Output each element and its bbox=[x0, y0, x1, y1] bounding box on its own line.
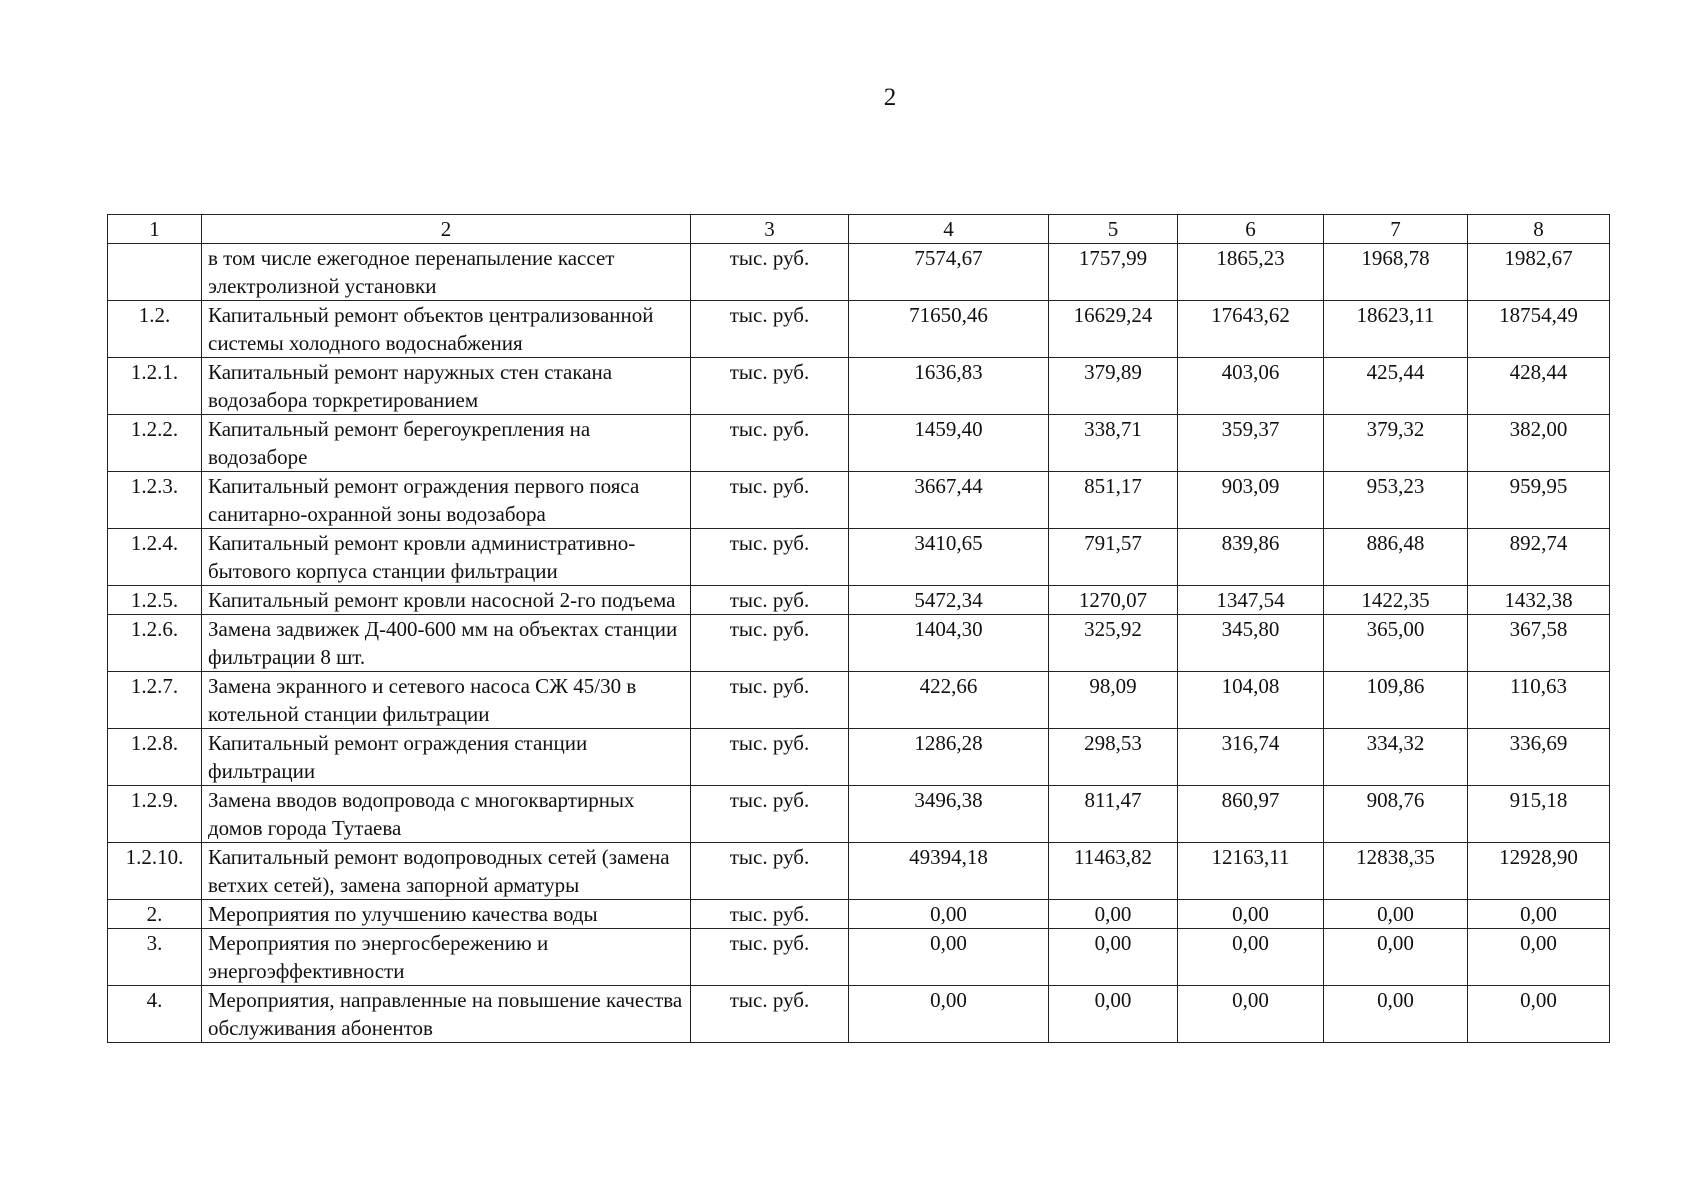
value-cell: 892,74 bbox=[1468, 529, 1610, 586]
measure-name-cell: Капитальный ремонт кровли насосной 2-го подъема bbox=[202, 586, 691, 615]
value-cell: 0,00 bbox=[1049, 900, 1178, 929]
value-cell: 0,00 bbox=[1324, 900, 1468, 929]
row-number-cell: 1.2.5. bbox=[108, 586, 202, 615]
value-cell: 791,57 bbox=[1049, 529, 1178, 586]
row-number-cell: 1.2. bbox=[108, 301, 202, 358]
value-cell: 1286,28 bbox=[849, 729, 1049, 786]
value-cell: 365,00 bbox=[1324, 615, 1468, 672]
row-number-cell: 3. bbox=[108, 929, 202, 986]
row-number-cell: 1.2.1. bbox=[108, 358, 202, 415]
value-cell: 0,00 bbox=[1468, 986, 1610, 1043]
value-cell: 886,48 bbox=[1324, 529, 1468, 586]
table-row bbox=[108, 672, 1610, 729]
value-cell: 345,80 bbox=[1178, 615, 1324, 672]
value-cell: 110,63 bbox=[1468, 672, 1610, 729]
value-cell: 839,86 bbox=[1178, 529, 1324, 586]
value-cell: 0,00 bbox=[1049, 929, 1178, 986]
value-cell: 109,86 bbox=[1324, 672, 1468, 729]
row-number-cell: 1.2.9. bbox=[108, 786, 202, 843]
unit-cell: тыс. руб. bbox=[691, 586, 849, 615]
value-cell: 104,08 bbox=[1178, 672, 1324, 729]
value-cell: 338,71 bbox=[1049, 415, 1178, 472]
table-row bbox=[108, 929, 1610, 986]
measure-name-cell: Капитальный ремонт водопроводных сетей (замена ветхих сетей), замена запорной арматуры bbox=[202, 843, 691, 900]
value-cell: 49394,18 bbox=[849, 843, 1049, 900]
value-cell: 1636,83 bbox=[849, 358, 1049, 415]
column-header: 1 bbox=[108, 215, 202, 244]
table-body bbox=[108, 244, 1610, 1043]
value-cell: 403,06 bbox=[1178, 358, 1324, 415]
value-cell: 1270,07 bbox=[1049, 586, 1178, 615]
measure-name-cell: Замена экранного и сетевого насоса СЖ 45/30 в котельной станции фильтрации bbox=[202, 672, 691, 729]
value-cell: 851,17 bbox=[1049, 472, 1178, 529]
table-row bbox=[108, 586, 1610, 615]
value-cell: 12838,35 bbox=[1324, 843, 1468, 900]
row-number-cell: 1.2.8. bbox=[108, 729, 202, 786]
row-number-cell: 1.2.3. bbox=[108, 472, 202, 529]
row-number-cell: 1.2.6. bbox=[108, 615, 202, 672]
row-number-cell: 1.2.4. bbox=[108, 529, 202, 586]
column-header: 2 bbox=[202, 215, 691, 244]
measure-name-cell: Замена вводов водопровода с многоквартирных домов города Тутаева bbox=[202, 786, 691, 843]
row-number-cell: 1.2.7. bbox=[108, 672, 202, 729]
value-cell: 0,00 bbox=[1178, 929, 1324, 986]
unit-cell: тыс. руб. bbox=[691, 615, 849, 672]
measure-name-cell: Мероприятия по улучшению качества воды bbox=[202, 900, 691, 929]
value-cell: 16629,24 bbox=[1049, 301, 1178, 358]
value-cell: 359,37 bbox=[1178, 415, 1324, 472]
value-cell: 0,00 bbox=[849, 986, 1049, 1043]
value-cell: 17643,62 bbox=[1178, 301, 1324, 358]
table-row bbox=[108, 615, 1610, 672]
value-cell: 316,74 bbox=[1178, 729, 1324, 786]
measure-name-cell: Капитальный ремонт кровли административно-бытового корпуса станции фильтрации bbox=[202, 529, 691, 586]
value-cell: 334,32 bbox=[1324, 729, 1468, 786]
column-header: 3 bbox=[691, 215, 849, 244]
row-number-cell bbox=[108, 244, 202, 301]
value-cell: 1968,78 bbox=[1324, 244, 1468, 301]
value-cell: 953,23 bbox=[1324, 472, 1468, 529]
value-cell: 11463,82 bbox=[1049, 843, 1178, 900]
value-cell: 422,66 bbox=[849, 672, 1049, 729]
measure-name-cell: Мероприятия, направленные на повышение качества обслуживания абонентов bbox=[202, 986, 691, 1043]
table-row bbox=[108, 843, 1610, 900]
measure-name-cell: в том числе ежегодное перенапыление кассет электролизной установки bbox=[202, 244, 691, 301]
value-cell: 1404,30 bbox=[849, 615, 1049, 672]
value-cell: 1422,35 bbox=[1324, 586, 1468, 615]
value-cell: 1432,38 bbox=[1468, 586, 1610, 615]
column-header: 6 bbox=[1178, 215, 1324, 244]
unit-cell: тыс. руб. bbox=[691, 986, 849, 1043]
table-row bbox=[108, 472, 1610, 529]
value-cell: 428,44 bbox=[1468, 358, 1610, 415]
value-cell: 1757,99 bbox=[1049, 244, 1178, 301]
value-cell: 1982,67 bbox=[1468, 244, 1610, 301]
unit-cell: тыс. руб. bbox=[691, 843, 849, 900]
measure-name-cell: Капитальный ремонт ограждения станции фильтрации bbox=[202, 729, 691, 786]
row-number-cell: 4. bbox=[108, 986, 202, 1043]
value-cell: 71650,46 bbox=[849, 301, 1049, 358]
value-cell: 0,00 bbox=[1049, 986, 1178, 1043]
value-cell: 98,09 bbox=[1049, 672, 1178, 729]
value-cell: 811,47 bbox=[1049, 786, 1178, 843]
measure-name-cell: Капитальный ремонт наружных стен стакана водозабора торкретированием bbox=[202, 358, 691, 415]
unit-cell: тыс. руб. bbox=[691, 729, 849, 786]
investment-table bbox=[107, 214, 1610, 1043]
value-cell: 7574,67 bbox=[849, 244, 1049, 301]
value-cell: 18623,11 bbox=[1324, 301, 1468, 358]
measure-name-cell: Капитальный ремонт ограждения первого пояса санитарно-охранной зоны водозабора bbox=[202, 472, 691, 529]
measure-name-cell: Замена задвижек Д-400-600 мм на объектах станции фильтрации 8 шт. bbox=[202, 615, 691, 672]
value-cell: 3667,44 bbox=[849, 472, 1049, 529]
row-number-cell: 2. bbox=[108, 900, 202, 929]
value-cell: 18754,49 bbox=[1468, 301, 1610, 358]
value-cell: 325,92 bbox=[1049, 615, 1178, 672]
column-header: 4 bbox=[849, 215, 1049, 244]
unit-cell: тыс. руб. bbox=[691, 786, 849, 843]
value-cell: 5472,34 bbox=[849, 586, 1049, 615]
unit-cell: тыс. руб. bbox=[691, 358, 849, 415]
value-cell: 0,00 bbox=[1468, 900, 1610, 929]
measure-name-cell: Мероприятия по энергосбережению и энергоэффективности bbox=[202, 929, 691, 986]
value-cell: 379,32 bbox=[1324, 415, 1468, 472]
row-number-cell: 1.2.10. bbox=[108, 843, 202, 900]
value-cell: 860,97 bbox=[1178, 786, 1324, 843]
unit-cell: тыс. руб. bbox=[691, 301, 849, 358]
value-cell: 0,00 bbox=[849, 929, 1049, 986]
measure-name-cell: Капитальный ремонт берегоукрепления на водозаборе bbox=[202, 415, 691, 472]
value-cell: 1347,54 bbox=[1178, 586, 1324, 615]
value-cell: 1865,23 bbox=[1178, 244, 1324, 301]
table-row bbox=[108, 900, 1610, 929]
measure-name-cell: Капитальный ремонт объектов централизованной системы холодного водоснабжения bbox=[202, 301, 691, 358]
value-cell: 0,00 bbox=[1178, 986, 1324, 1043]
value-cell: 382,00 bbox=[1468, 415, 1610, 472]
value-cell: 379,89 bbox=[1049, 358, 1178, 415]
row-number-cell: 1.2.2. bbox=[108, 415, 202, 472]
table-row bbox=[108, 729, 1610, 786]
value-cell: 0,00 bbox=[1324, 986, 1468, 1043]
value-cell: 1459,40 bbox=[849, 415, 1049, 472]
unit-cell: тыс. руб. bbox=[691, 672, 849, 729]
value-cell: 915,18 bbox=[1468, 786, 1610, 843]
page-number: 2 bbox=[883, 84, 897, 111]
unit-cell: тыс. руб. bbox=[691, 929, 849, 986]
table-row bbox=[108, 415, 1610, 472]
unit-cell: тыс. руб. bbox=[691, 244, 849, 301]
value-cell: 367,58 bbox=[1468, 615, 1610, 672]
table-row bbox=[108, 529, 1610, 586]
unit-cell: тыс. руб. bbox=[691, 900, 849, 929]
value-cell: 298,53 bbox=[1049, 729, 1178, 786]
value-cell: 12163,11 bbox=[1178, 843, 1324, 900]
value-cell: 425,44 bbox=[1324, 358, 1468, 415]
value-cell: 0,00 bbox=[1324, 929, 1468, 986]
unit-cell: тыс. руб. bbox=[691, 415, 849, 472]
unit-cell: тыс. руб. bbox=[691, 529, 849, 586]
value-cell: 0,00 bbox=[1178, 900, 1324, 929]
value-cell: 12928,90 bbox=[1468, 843, 1610, 900]
table-row bbox=[108, 786, 1610, 843]
table-row bbox=[108, 358, 1610, 415]
value-cell: 3496,38 bbox=[849, 786, 1049, 843]
table-row bbox=[108, 301, 1610, 358]
table-row bbox=[108, 244, 1610, 301]
value-cell: 0,00 bbox=[1468, 929, 1610, 986]
value-cell: 336,69 bbox=[1468, 729, 1610, 786]
value-cell: 903,09 bbox=[1178, 472, 1324, 529]
column-header: 8 bbox=[1468, 215, 1610, 244]
value-cell: 3410,65 bbox=[849, 529, 1049, 586]
value-cell: 959,95 bbox=[1468, 472, 1610, 529]
table-row bbox=[108, 986, 1610, 1043]
column-header: 5 bbox=[1049, 215, 1178, 244]
header-row bbox=[108, 215, 1610, 244]
value-cell: 908,76 bbox=[1324, 786, 1468, 843]
column-header: 7 bbox=[1324, 215, 1468, 244]
unit-cell: тыс. руб. bbox=[691, 472, 849, 529]
value-cell: 0,00 bbox=[849, 900, 1049, 929]
